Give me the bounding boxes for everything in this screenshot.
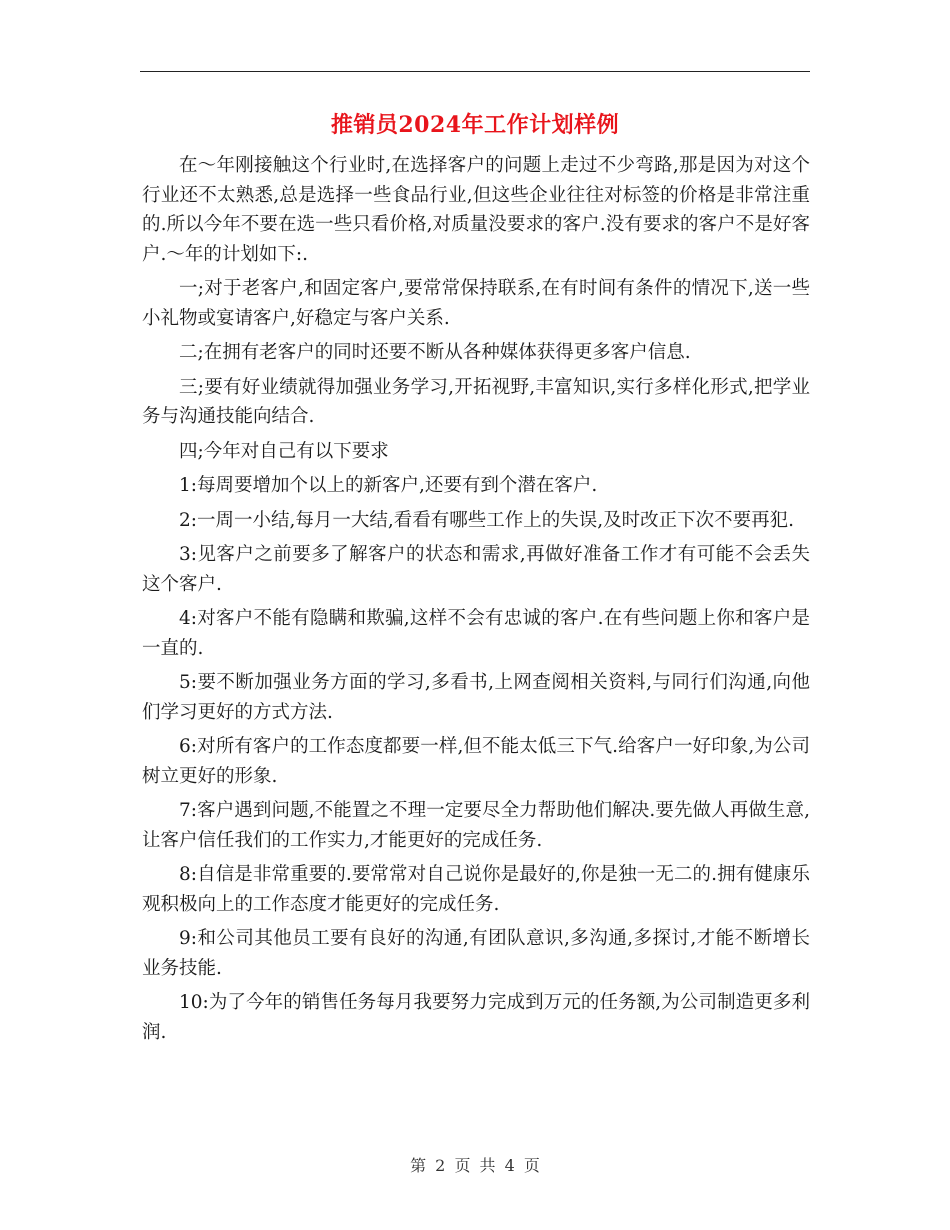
requirement-6: 6:对所有客户的工作态度都要一样,但不能太低三下气.给客户一好印象,为公司树立更好的形象. [142, 736, 810, 787]
requirement-2: 2:一周一小结,每月一大结,看看有哪些工作上的失误,及时改正下次不要再犯. [179, 509, 795, 531]
plan-item-4: 四;今年对自己有以下要求 [179, 440, 389, 462]
plan-item-1: 一;对于老客户,和固定客户,要常常保持联系,在有时间有条件的情况下,送一些小礼物或宴请客户,好稳定与客户关系. [142, 278, 810, 329]
requirement-3: 3:见客户之前要多了解客户的状态和需求,再做好准备工作才有可能不会丢失这个客户. [142, 544, 810, 595]
document-title: 推销员2024年工作计划样例 [330, 112, 620, 138]
requirement-8: 8:自信是非常重要的.要常常对自己说你是最好的,你是独一无二的.拥有健康乐观积极向上的工作态度才能更好的完成任务. [142, 864, 810, 915]
plan-item-3: 三;要有好业绩就得加强业务学习,开拓视野,丰富知识,实行多样化形式,把学业务与沟通技能向结合. [142, 376, 810, 427]
requirement-5: 5:要不断加强业务方面的学习,多看书,上网查阅相关资料,与同行们沟通,向他们学习更好的方式方法. [142, 672, 810, 723]
requirement-1: 1:每周要增加个以上的新客户,还要有到个潜在客户. [179, 475, 598, 496]
page-number-footer: 第 2 页 共 4 页 [410, 1156, 540, 1175]
requirement-10: 10:为了今年的销售任务每月我要努力完成到万元的任务额,为公司制造更多利润. [142, 992, 810, 1043]
requirement-4: 4:对客户不能有隐瞒和欺骗,这样不会有忠诚的客户.在有些问题上你和客户是一直的. [142, 608, 810, 659]
requirement-7: 7:客户遇到问题,不能置之不理一定要尽全力帮助他们解决.要先做人再做生意,让客户信任我们的工作实力,才能更好的完成任务. [142, 800, 810, 851]
plan-item-2: 二;在拥有老客户的同时还要不断从各种媒体获得更多客户信息. [179, 342, 691, 363]
document-body [142, 151, 810, 1052]
header-rule [140, 71, 810, 72]
intro-paragraph: 在～年刚接触这个行业时,在选择客户的问题上走过不少弯路,那是因为对这个行业还不太熟悉,总是选择一些食品行业,但这些企业往往对标签的价格是非常注重的.所以今年不要在选一些只看价格,对质量没要求的客户.没有要求的客户不是好客户.～年的计划如下:. [142, 155, 810, 265]
requirement-9: 9:和公司其他员工要有良好的沟通,有团队意识,多沟通,多探讨,才能不断增长业务技能. [142, 928, 810, 979]
